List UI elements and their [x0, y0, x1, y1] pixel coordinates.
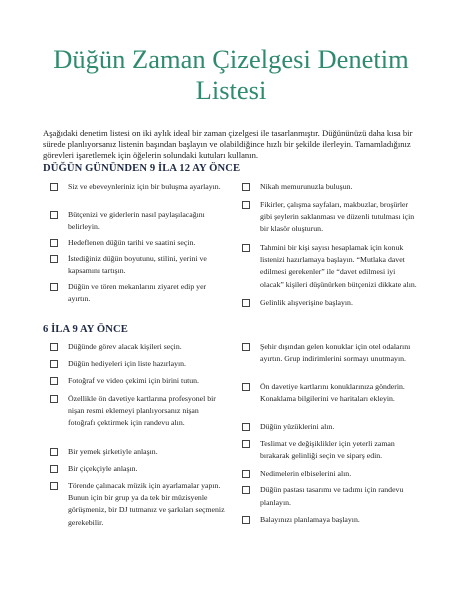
- checkbox[interactable]: [242, 343, 250, 351]
- title-line-1: Düğün Zaman Çizelgesi Denetim: [53, 44, 409, 74]
- checkbox[interactable]: [242, 440, 250, 448]
- checklist-item: [50, 446, 226, 458]
- checklist-item: [242, 199, 418, 237]
- checklist-item-label: İstediğiniz düğün boyutunu, stilini, yerini ve kapsamını tartışın.: [68, 254, 207, 276]
- checklist-item-label: Bir yemek şirketiyle anlaşın.: [68, 446, 158, 456]
- checklist-item-label: Gelinlik alışverişine başlayın.: [260, 298, 353, 307]
- checklist-item: [50, 237, 226, 249]
- title-line-2: Listesi: [195, 75, 267, 105]
- checklist-item-label: Düğün ve tören mekanlarını ziyaret edip yer ayırtın.: [68, 282, 207, 304]
- checklist-item: [50, 463, 226, 475]
- checklist-item: [50, 253, 226, 279]
- checklist-item-label: Hedeflenen düğün tarihi ve saatini seçin.: [68, 238, 196, 247]
- checkbox[interactable]: [242, 486, 250, 494]
- checklist-item: [242, 381, 418, 417]
- checklist-item-label: Nedimelerin elbiselerini alın.: [260, 469, 352, 479]
- checklist-item-label: Özellikle ön davetiye kartlarına profesyonel bir nişan resmi eklemeyi planlıyorsanız nişan fotoğrafı çektirmek için randevu alın.: [68, 393, 216, 428]
- checklist-item-label: Şehir dışından gelen konuklar için otel odalarını ayırtın. Grup indirimlerini sormayı unutmayın.: [260, 342, 411, 364]
- checklist-item-label: Fotoğraf ve video çekimi için birini tutun.: [68, 376, 200, 386]
- checklist-item-label: Nikah memurunuzla buluşun.: [260, 182, 353, 191]
- checklist-item-label: Tahmini bir kişi sayısı hesaplamak için konuk listenizi hazırlamaya başlayın. “Mutlaka davet edilmesi gerekenler” ile “davet edilmesi iyi olacak” kişileri düşünürken bütçenizi dikkate alın.: [260, 243, 417, 289]
- checklist-item-label: Törende çalınacak müzik için ayarlamalar yapın. Bunun için bir grup ya da tek bir müzisyenle görüşmeniz, bir DJ tutmanız ve şarkıları seçmeniz gerekebilir.: [68, 481, 225, 527]
- checklist-item: [242, 181, 418, 195]
- checklist-item-label: Bir çiçekçiyle anlaşın.: [68, 463, 138, 473]
- checklist-item: [242, 468, 418, 480]
- checklist-item: [50, 209, 226, 235]
- checkbox[interactable]: [50, 482, 58, 490]
- section2-left-column: [50, 341, 226, 529]
- checklist-item-label: Balayınızı planlamaya başlayın.: [260, 515, 360, 525]
- checkbox[interactable]: [50, 239, 58, 247]
- section2-right-column: [242, 341, 418, 527]
- checkbox[interactable]: [242, 244, 250, 252]
- checkbox[interactable]: [50, 448, 58, 456]
- checklist-item-label: Ön davetiye kartlarını konuklarınıza gönderin. Konaklama bilgilerini ve haritaları ekleyin.: [260, 382, 405, 404]
- checklist-item: [242, 341, 418, 377]
- checkbox[interactable]: [50, 283, 58, 291]
- intro-paragraph: Aşağıdaki denetim listesi on iki aylık ideal bir zaman çizelgesi ile tasarlanmıştır. Düğününüzü daha kısa bir sürede planlıyorsanız listenin başından başlayın ve olabildiğince hızlı bir şekilde ilerleyin. Tamamladığınız görevleri işaretlemek için öğelerin solundaki kutuları kullanın.: [43, 128, 413, 160]
- checklist-item-label: Düğün yüzüklerini alın.: [260, 422, 335, 431]
- checklist-item-label: Düğün pastası tasarımı ve tadımı için randevu planlayın.: [260, 485, 404, 507]
- section-heading-9-12: DÜĞÜN GÜNÜNDEN 9 İLA 12 AY ÖNCE: [43, 163, 241, 174]
- checklist-item: [50, 281, 226, 305]
- checklist-item: [50, 181, 226, 207]
- checklist-item-label: Fikirler, çalışma sayfaları, makbuzlar, broşürler gibi şeylerin saklanması ve düzenli tutulması için bir klasör oluşturun.: [260, 200, 415, 234]
- checklist-item: [242, 242, 418, 292]
- checklist-item-label: Düğünde görev alacak kişileri seçin.: [68, 342, 182, 351]
- checkbox[interactable]: [50, 211, 58, 219]
- checklist-item: [242, 438, 418, 464]
- checklist-item-label: Düğün hediyeleri için liste hazırlayın.: [68, 359, 187, 369]
- checkbox[interactable]: [50, 377, 58, 385]
- checklist-item: [242, 297, 418, 309]
- checkbox[interactable]: [242, 201, 250, 209]
- checklist-item: [242, 421, 418, 433]
- checkbox[interactable]: [242, 299, 250, 307]
- checkbox[interactable]: [50, 360, 58, 368]
- checklist-item: [50, 341, 226, 353]
- checklist-item: [242, 484, 418, 510]
- checklist-item: [50, 480, 226, 529]
- checklist-item: [50, 358, 226, 370]
- checklist-item: [50, 375, 226, 387]
- section1-left-column: [50, 181, 226, 306]
- checklist-item-label: Teslimat ve değişiklikler için yeterli zaman bırakarak gelinliği seçin ve siparş edin.: [260, 439, 395, 461]
- checkbox[interactable]: [50, 255, 58, 263]
- checkbox[interactable]: [50, 183, 58, 191]
- checklist-item: [50, 393, 226, 441]
- checklist-item: [242, 514, 418, 526]
- checkbox[interactable]: [50, 343, 58, 351]
- checkbox[interactable]: [242, 183, 250, 191]
- section1-right-column: [242, 181, 418, 309]
- checkbox[interactable]: [242, 423, 250, 431]
- checklist-item-label: Bütçenizi ve giderlerin nasıl paylaşılacağını belirleyin.: [68, 210, 205, 232]
- checkbox[interactable]: [50, 395, 58, 403]
- checkbox[interactable]: [242, 383, 250, 391]
- section-heading-6-9: 6 İLA 9 AY ÖNCE: [43, 324, 128, 335]
- checkbox[interactable]: [242, 470, 250, 478]
- checkbox[interactable]: [50, 465, 58, 473]
- checklist-item-label: Siz ve ebeveynleriniz için bir buluşma ayarlayın.: [68, 182, 221, 191]
- checkbox[interactable]: [242, 516, 250, 524]
- page-title: [20, 44, 442, 106]
